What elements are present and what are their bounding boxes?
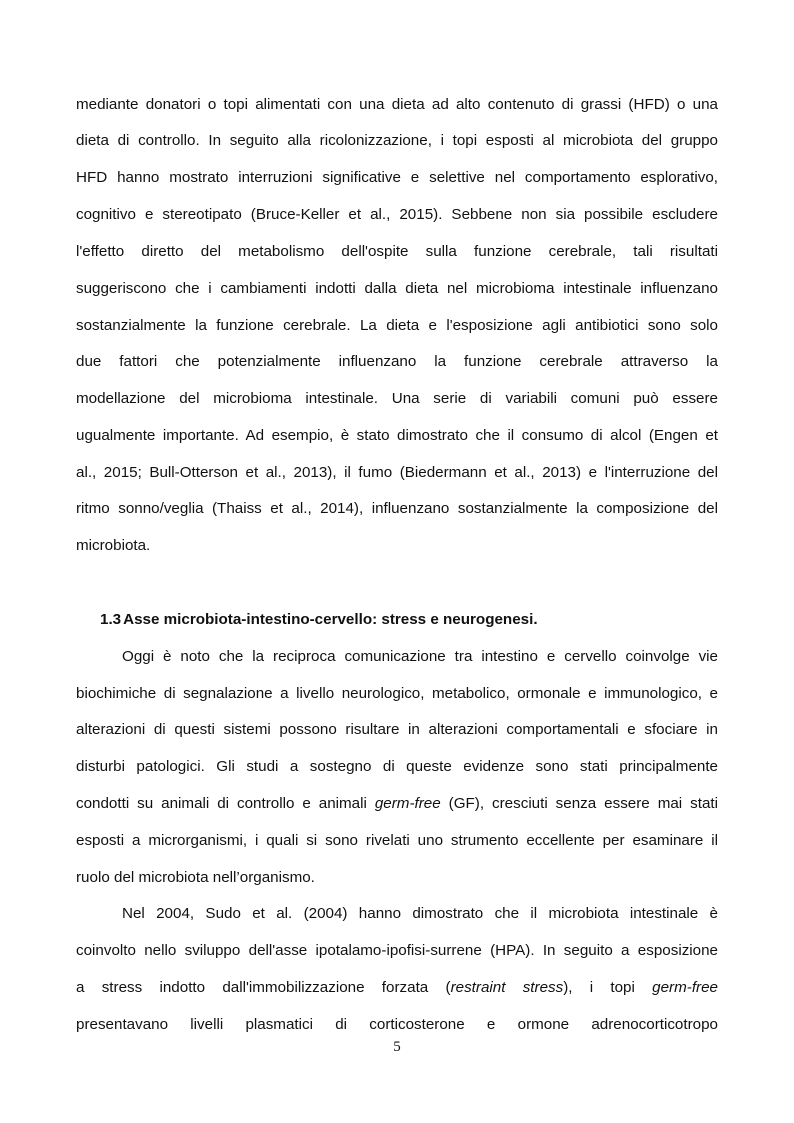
section-title: Asse microbiota-intestino-cervello: stress e neurogenesi. [123,611,538,628]
section-number: 1.3 [100,611,122,628]
italic-term: germ-free [374,795,441,812]
text-line: disturbi patologici. Gli studi a sostegno di queste evidenze sono stati principalmente [76,758,718,775]
text-line: HFD hanno mostrato interruzioni significative e selettive nel comportamento esplorativo, [76,169,718,186]
text-line: Oggi è noto che la reciproca comunicazione tra intestino e cervello coinvolge vie [122,648,718,665]
text-line: coinvolto nello sviluppo dell'asse ipotalamo-ipofisi-surrene (HPA). In seguito a esposizione [76,942,718,959]
page-number: 5 [393,1039,401,1055]
text-line: microbiota. [76,537,151,554]
text-run: condotti su animali di controllo e animali [76,795,375,812]
section-heading [100,609,538,631]
text-line: dieta di controllo. In seguito alla ricolonizzazione, i topi esposti al microbiota del gruppo [76,132,718,149]
text-run: (GF), cresciuti senza essere mai stati [440,795,718,812]
text-line: alterazioni di questi sistemi possono risultare in alterazioni comportamentali e sfociare in [76,721,718,738]
text-line [76,793,718,815]
text-line: l'effetto diretto del metabolismo dell'ospite sulla funzione cerebrale, tali risultati [76,243,718,260]
text-line: cognitivo e stereotipato (Bruce-Keller et al., 2015). Sebbene non sia possibile escludere [76,206,718,223]
text-line: due fattori che potenzialmente influenzano la funzione cerebrale attraverso la [76,353,718,370]
text-line: biochimiche di segnalazione a livello neurologico, metabolico, ormonale e immunologico, e [76,685,718,702]
text-line: esposti a microrganismi, i quali si sono rivelati uno strumento eccellente per esaminare il [76,832,718,849]
text-run: ), i topi [563,979,653,996]
italic-term: germ-free [652,979,718,996]
text-line: modellazione del microbioma intestinale. Una serie di variabili comuni può essere [76,390,718,407]
text-line: ritmo sonno/veglia (Thaiss et al., 2014), influenzano sostanzialmente la composizione del [76,500,718,517]
text-line: ugualmente importante. Ad esempio, è stato dimostrato che il consumo di alcol (Engen et [76,427,718,444]
text-line: suggeriscono che i cambiamenti indotti dalla dieta nel microbioma intestinale influenzano [76,280,718,297]
text-line: al., 2015; Bull-Otterson et al., 2013), il fumo (Biedermann et al., 2013) e l'interruzione del [76,464,718,481]
text-run: a stress indotto dall'immobilizzazione forzata ( [76,979,451,996]
text-line: Nel 2004, Sudo et al. (2004) hanno dimostrato che il microbiota intestinale è [122,905,718,922]
text-line: ruolo del microbiota nell’organismo. [76,869,315,886]
text-line: mediante donatori o topi alimentati con una dieta ad alto contenuto di grassi (HFD) o una [76,96,718,113]
text-line: sostanzialmente la funzione cerebrale. La dieta e l'esposizione agli antibiotici sono solo [76,317,718,334]
italic-term: restraint stress [450,979,564,996]
text-line: presentavano livelli plasmatici di corticosterone e ormone adrenocorticotropo [76,1016,718,1033]
text-line [76,977,718,999]
